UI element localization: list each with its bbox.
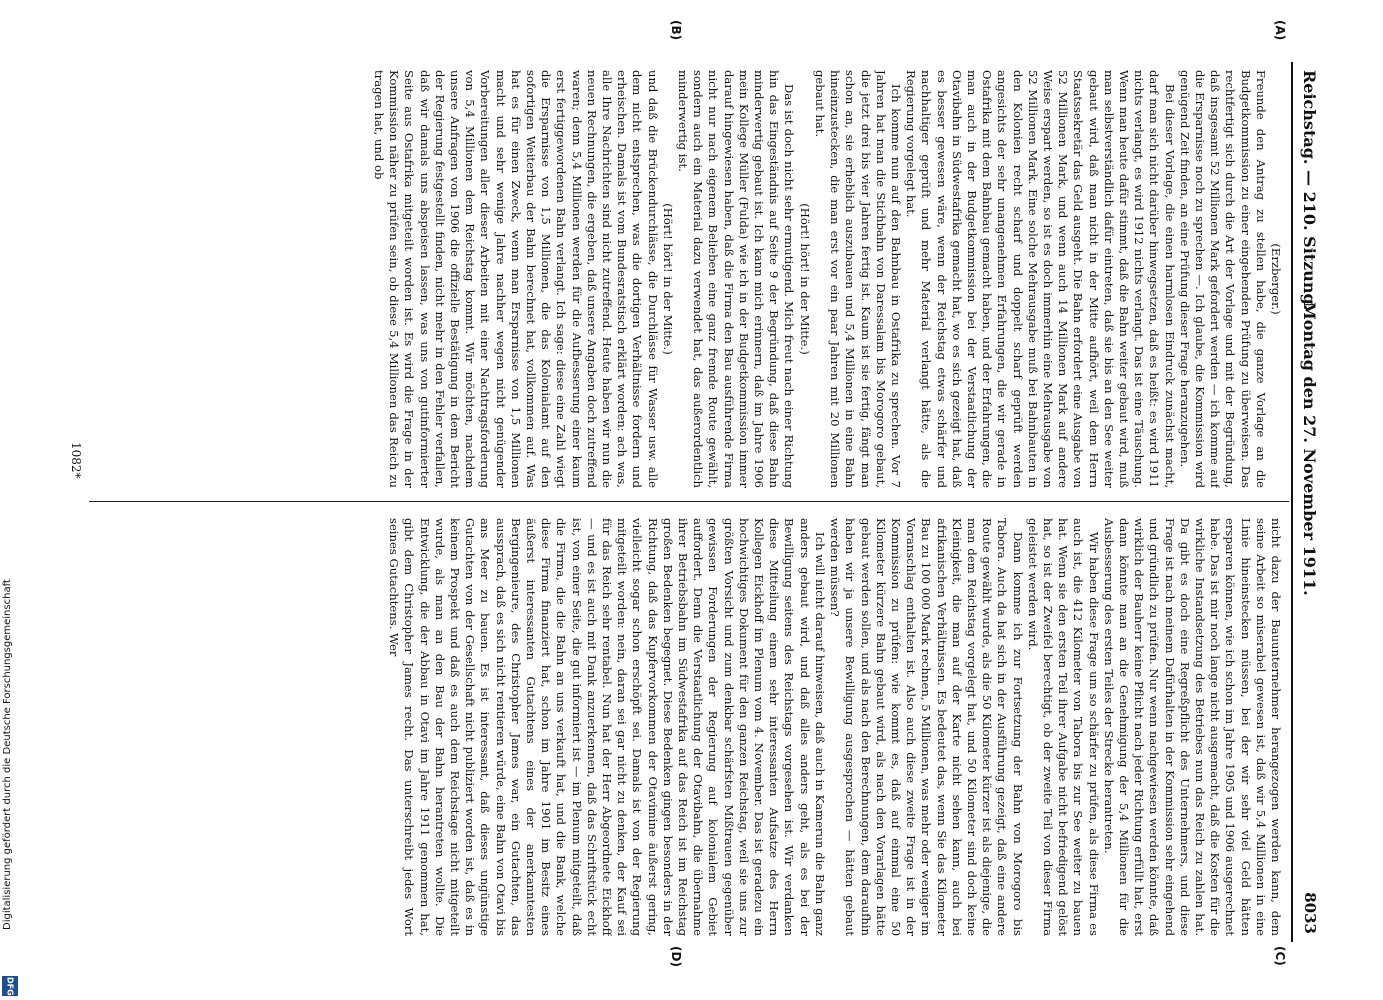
paragraph: nicht dazu der Bauunternehmer herangezogen werden kann, dem seine Arbeit so miserabel gewesen ist, daß wir 5,4 Millionen in eine Linie hineinstecken müssen, bei der wir sehr viel Geld hätten ersparen können, wie ich schon im Jahre 1905 und 1906 ausgerechnet habe. Das ist mir noch lange nicht ausgemacht, daß die Kosten für die wirkliche Instandsetzung des Betriebes nun das Reich zu zahlen hat. Da gibt es doch eine Regreßpflicht des Unternehmers, und diese Frage ist nach meinem Dafürhalten in der Kommission sehr eingehend und gründlich zu prüfen. Nur wenn nachgewiesen werden könnte, daß wirklich der Bauherr keine Pflicht nach jeder Richtung erfüllt hat, erst dann könnte man an die Genehmigung der 5,4 Millionen für die Ausbesserung des ersten Teiles der Strecke herantreten.	[1101, 518, 1283, 936]
paragraph: Das ist doch nicht sehr ermutigend. Mich freut nach einer Richtung hin das Eingeständnis auf Seite 9 der Begründung, daß diese Bahn minderwertig gebaut ist. Ich kann mich erinnern, daß im Jahre 1906 mein Kollege Müller (Fulda) wie ich in der Budgetkommission immer darauf hingewiesen haben, daß die Firma den Bau ausführende Firma nicht nur nach eigenem Belieben eine ganz fremde Route gewählt, sondern auch ein Material dazu verwendet hat, das außerordentlich minderwertig ist.	[676, 70, 797, 488]
page-signature: 1082*	[69, 442, 83, 479]
left-column	[93, 70, 1283, 488]
page-header	[1297, 62, 1323, 942]
header-left: Reichstag. — 210. Sitzung.	[1300, 70, 1319, 311]
paragraph: Dann komme ich zur Fortsetzung der Bahn von Morogoro bis Tabora. Auch da hat sich in der Ausführung gezeigt, daß eine andere Route gewählt wurde, als die 50 Kilometer kürzer ist als diejenige, die man dem Reichstag vorgelegt hat, und 50 Kilometer sind doch keine Kleinigkeit, die man auf der Karte nicht sehen kann, auch bei afrikanischen Verhältnissen. Es bedeutet das, wenn Sie das Kilometer Bau zu 100 000 Mark rechnen, 5 Millionen, was mehr oder weniger im Voranschlag enthalten ist. Also auch diese zweite Frage ist in der Kommission zu prüfen: wie kommt es, daß auf einmal eine 50 Kilometer kürzere Bahn gebaut wird, als nach den Vorarlagen hätte gebaut werden sollen, und als nach den Berechnungen, dem daraufhin haben wir ja unsere Bewilligung ausgesprochen — hätten gebaut werden müssen?	[828, 518, 1025, 936]
column-divider	[89, 501, 1289, 502]
header-date: Montag den 27. November 1911.	[1300, 302, 1319, 596]
margin-mark-b: (B)	[669, 20, 683, 41]
paragraph: und daß die Brückendurchlässe, die Durchlässe für Wasser usw. alle dem nicht entsprechen, was die dortigen Verhältnisse fordern und erheischen. Damals ist vom Bundesratstisch erklärt worden: ach was, alle Ihre Nachrichten sind nicht zutreffend. Heute haben wir nun die neuen Rechnungen, die ergeben, daß unsere Angaben doch zutreffend waren; denn 5,4 Millionen werden für die Aufbesserung einer kaum erst fertiggewordenen Bahn verlangt. Ich sage: diese eine Zahl wiegt die Ersparnisse von 1,5 Millionen, die das Kolonialamt auf den sofortigen Weiterbau der Bahn berechnet hat, vollkommen auf. Was hat es für einen Zweck, wenn man Ersparnisse von 1,5 Millionen macht und sehr wenige Jahre nachher wegen nicht genügender Vorbereitungen aller dieser Arbeiten mit einer Nachtragsforderung von 5,4 Millionen dem Reichstag kommt. Wir möchten, nachdem unsere Anfragen von 1906 die offizielle Bestätigung in dem Bericht der Regierung festgestellt finden, nicht mehr in den Fehler verfallen, daß wir damals uns abspeisen lassen, was uns von gutinformierter Seite aus Ostafrika mitgeteilt worden ist. Es wird die Frage in der Kommission näher zu prüfen sein, ob diese 5,4 Millionen das Reich zu tragen hat, und ob	[372, 70, 660, 488]
margin-mark-d: (D)	[669, 946, 683, 967]
page-number: 8033	[1301, 892, 1319, 934]
dfg-logo: DFG	[2, 976, 18, 996]
paragraph: Ich komme nun auf den Bahnbau in Ostafrika zu sprechen. Vor 7 Jahren hat man die Stichbahn von Daressalam bis Morogoro gebaut, die jetzt drei bis vier Jahren fertig ist. Kaum ist sie fertig, fängt man schon an, sie erheblich auszubauen und 5,4 Millionen in eine Bahn hineinzustecken, die man erst vor ein paar Jahren mit 20 Millionen gebaut hat.	[812, 70, 903, 488]
funding-note: Digitalisierung gefördert durch die Deutsche Forschungsgemeinschaft	[2, 579, 13, 930]
paragraph: Ich will nicht darauf hinweisen, daß auch in Kamerun die Bahn ganz anders gebaut wird, und daß alles anders geht, als es bei der Bewilligung seitens des Reichstags vorgesehen ist. Wir verdanken diese Mitteilung einem sehr interessanten Aufsatze des Herrn Kollegen Eickhoff im Plenum vom 4. November. Das ist geradezu ein hochwichtiges Dokument für den ganzen Reichstag, weil sie uns zur größten Vorsicht und zum denkbar schärfsten Mißtrauen gegenüber gewissen Forderungen der Regierung auf kolonialem Gebiet auffordert. Denn die Verstaatlichung der Otavibahn, die übernahme ihrer Betriebsbahn im Südwestafrika auf das Reich ist im Reichstag großen Bedenken begegnet. Diese Bedenken gingen besonders in der Richtung, daß das Kupfervorkommen der Otavimine äußerst gering, vielleicht sogar schon erschöpft sei. Damals ist von der Regierung mitgeteilt worden: nein, daran sei gar nicht zu denken, der Kauf sei für das Reich sehr rentabel. Nun hat der Herr Abgeordnete Eickhoff — und es ist auch mit Dank anzuerkennen, daß das Schriftstück echt ist, von einer Seite, die gut informiert ist — im Plenum mitgeteilt, daß die Firma, die die Bahn an uns verkauft hat, und die Bank, welche diese Firma finanziert hat, schon im Jahre 1901 im Besitz eines äußerst interessanten Gutachtens eines der anerkanntesten Bergingenieure, des Christopher James war, ein Gutachten, das aussprach, daß es sich nicht rentieren würde, eine Bahn von Otavi bis ans Meer zu bauen. Es ist interessant, daß dieses ungünstige Gutachten von der Gesellschaft nicht publiziert worden ist, daß es in keinem Prospekt und daß es auch dem Reichstage nicht mitgeteilt wurde, als man an den Bau der Bahn herantreten wollte. Die Entwicklung, die der Abbau in Otavi im Jahre 1911 genommen hat, gibt dem Christopher James recht. Das unterschreibt jedes Wort seines Gutachtens. Wer	[387, 518, 827, 936]
header-rule	[1291, 62, 1293, 942]
paragraph: Wir haben diese Frage um so schärfer zu prüfen, als diese Firma es auch ist, die 412 Kilometer von Tabora bis zur See weiter zu bauen hat. Wenn sie den ersten Teil ihrer Aufgabe nicht befriedigend gelöst hat, so ist der Zweifel berechtigt, ob der zweite Teil von dieser Firma geleistet werden wird.	[1025, 518, 1101, 936]
margin-mark-c: (C)	[1273, 946, 1287, 966]
right-column	[93, 518, 1283, 936]
paragraph: Bei dieser Vorlage, die einen harmlosen Eindruck zunächst macht, darf man sich nicht darüber hinwegsetzen, daß es heißt: es wird 1911 nichts verlangt, es wird 1912 nichts verlangt. Das ist eine Täuschung. Wenn man heute dafür stimmt, daß die Bahn weiter gebaut wird, muß man selbstverständlich dafür eintreten, daß sie bis an den See weiter gebaut wird, daß man nicht in der Mitte aufhört, weil dem Herrn Staatssekretär das Geld ausgeht. Die Bahn erfordert eine Ausgabe von 52 Millionen Mark, und wenn auch 14 Millionen Mark auf andere Weise erspart werden, so ist es doch immerhin eine Mehrausgabe von 52 Millionen Mark. Eine solche Mehrausgabe muß bei Bahnbauten in den Kolonien recht scharf und doppelt scharf geprüft werden angesichts der sehr unangenehmen Erfahrungen, die wir gerade in Ostafrika mit dem Bahnbau gemacht haben, und der Erfahrungen, die man auch in der Budgetkommission bei der Verstaatlichung der Otavibahn in Südwestafrika gemacht hat, wo es sich gezeigt hat, daß es besser gewesen wäre, wenn der Reichstag etwas schärfer und nachhaltiger geprüft und mehr Material verlangt hätte, als die Regierung vorgelegt hat.	[904, 70, 1177, 488]
speaker-label: (Erzberger.)	[1269, 243, 1283, 315]
interjection: (Hört! hört! in der Mitte.)	[797, 203, 812, 355]
paragraph: Freunde den Antrag zu stellen habe, die ganze Vorlage an die Budgetkommission zu einer eingehenden Prüfung zu überweisen. Das rechtfertigt sich durch die Art der Vorlage und mit der Begründung, daß insgesamt 52 Millionen Mark gefordert werden — ich komme auf die Ersparnisse noch zu sprechen —. Ich glaube, die Kommission wird genügend Zeit finden, an eine Prüfung dieser Frage heranzugehen.	[1177, 70, 1268, 488]
interjection: (Hört! hört! in der Mitte.)	[660, 203, 675, 355]
document-page	[58, 20, 1323, 967]
margin-mark-a: (A)	[1273, 20, 1287, 41]
